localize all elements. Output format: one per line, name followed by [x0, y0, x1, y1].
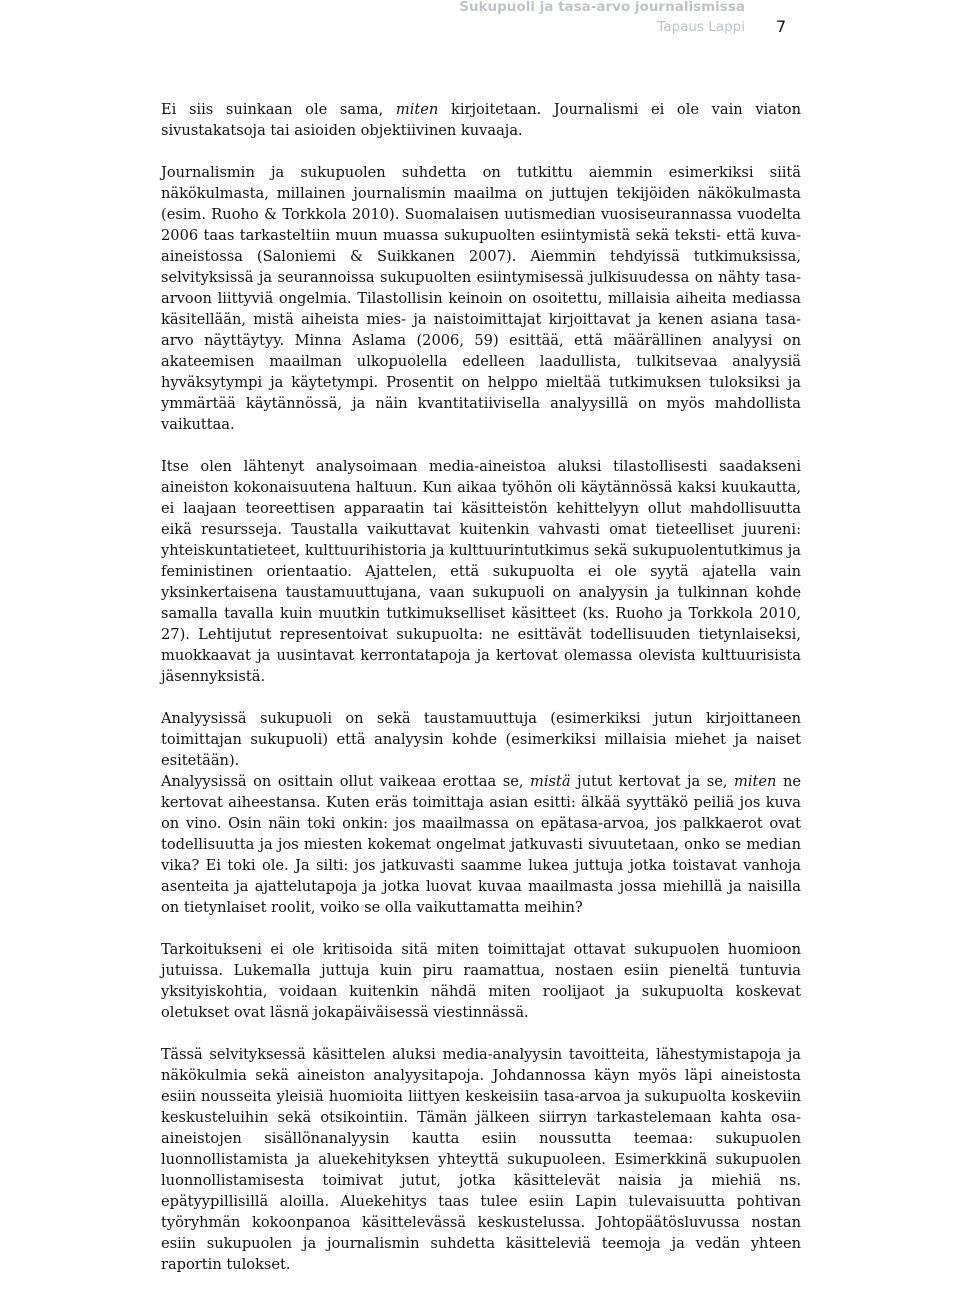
- paragraph-5-text-c: jutut kertovat ja se,: [570, 773, 735, 790]
- body-text: [161, 99, 801, 1296]
- paragraph-2: Journalismin ja sukupuolen suhdetta on tutkittu aiemmin esimerkiksi siitä näkökulmasta, millainen journalismin maailma on juttujen tekijöiden näkökulmasta (esim. Ruoho & Torkkola 2010). Suomalaisen uutismedian vuosiseurannassa vuodelta 2006 taas tarkasteltiin muun muassa sukupuolten esiintymistä sekä teksti- että kuva-aineistossa (Saloniemi & Suikkanen 2007). Aiemmin tehdyissä tutkimuksissa, selvityksissä ja seurannoissa sukupuolten esiintymisessä julkisuudessa on nähty tasa-arvoon liittyviä ongelmia. Tilastollisin keinoin on osoitettu, millaisia aiheita mediassa käsitellään, mistä aiheista mies- ja naistoimittajat kirjoittavat ja kenen asiana tasa-arvo näyttäytyy. Minna Aslama (2006, 59) esittää, että määrällinen analyysi on akateemisen maailman ulkopuolella edelleen laadullista, tulkitsevaa analyysiä hyväksytympi ja käytetympi. Prosentit on helppo mieltää tutkimuksen tuloksiksi ja ymmärtää käytännössä, ja näin kvantitatiivisella analyysillä on myös mahdollista vaikuttaa.: [161, 164, 801, 433]
- running-header-title: Sukupuoli ja tasa-arvo journalismissa: [459, 0, 745, 15]
- paragraph-1: [161, 99, 801, 141]
- paragraph-4: Analyysissä sukupuoli on sekä taustamuuttuja (esimerkiksi jutun kirjoittaneen toimittajan sukupuoli) että analyysin kohde (esimerkiksi millaisia miehet ja naiset esitetään).: [161, 710, 801, 769]
- paragraph-5-emphasis-miten: miten: [734, 773, 777, 790]
- paragraph-7: Tässä selvityksessä käsittelen aluksi media-analyysin tavoitteita, lähestymistapoja ja näkökulmia sekä aineiston analyysitapoja. Johdannossa käyn myös läpi aineistosta esiin nousseita yleisiä huomioita liittyen keskeisiin tasa-arvoa ja sukupuolta koskeviin keskusteluihin sekä otsikointiin. Tämän jälkeen siirryn tarkastelemaan kahta osa-aineistojen sisällönanalyysin kautta esiin noussutta teemaa: sukupuolen luonnollistamista ja aluekehityksen yhteyttä sukupuoleen. Esimerkkinä sukupuolen luonnollistamisesta toimivat jutut, jotka käsittelevät naisia ja miehiä ns. epätyypillisillä aloilla. Aluekehitys taas tulee esiin Lapin tulevaisuutta pohtivan työryhmän kokoonpanoa käsittelevässä keskustelussa. Johtopäätösluvussa nostan esiin sukupuolen ja journalismin suhdetta käsitteleviä teemoja ja vedän yhteen raportin tulokset.: [161, 1046, 801, 1273]
- paragraph-1-text-c: kirjoitetaan. Journalismi ei ole vain viaton sivustakatsoja tai asioiden objektiivinen kuvaaja.: [161, 101, 801, 139]
- paragraph-5-text-e: ne kertovat aiheestansa. Kuten eräs toimittaja asian esitti: älkää syyttäkö peiliä jos kuva on vino. Osin näin toki onkin: jos maailmassa on epätasa-arvoa, jos palkkaerot ovat todellisuutta ja jos miesten kokemat ongelmat jatkuvasti sivuutetaan, onko se median vika? Ei toki ole. Ja silti: jos jatkuvasti saamme lukea juttuja jotka toistavat vanhoja asenteita ja ajattelutapoja ja jotka luovat kuvaa maailmasta jossa miehillä ja naisilla on tietynlaiset roolit, voiko se olla vaikuttamatta meihin?: [161, 773, 801, 916]
- paragraph-5-text-a: Analyysissä on osittain ollut vaikeaa erottaa se,: [161, 773, 530, 790]
- paragraph-6: Tarkoitukseni ei ole kritisoida sitä miten toimittajat ottavat sukupuolen huomioon jutuissa. Lukemalla juttuja kuin piru raamattua, nostaen esiin pieneltä tuntuvia yksityiskohtia, voidaan kuitenkin nähdä miten roolijaot ja sukupuolta koskevat oletukset ovat läsnä jokapäiväisessä viestinnässä.: [161, 941, 801, 1021]
- paragraph-5: [161, 771, 801, 918]
- page-number: 7: [776, 17, 787, 36]
- paragraph-5-emphasis-mista: mistä: [529, 773, 571, 790]
- running-header: [0, 0, 960, 44]
- paragraph-3: Itse olen lähtenyt analysoimaan media-aineistoa aluksi tilastollisesti saadakseni aineiston kokonaisuutena haltuun. Kun aikaa työhön oli käytännössä kaksi kuukautta, ei laajaan teoreettisen apparaatin tai käsitteistön kehittelyyn ollut mahdollisuutta eikä resursseja. Taustalla vaikuttavat kuitenkin vahvasti omat tieteelliset juureni: yhteiskuntatieteet, kulttuurihistoria ja kulttuurintutkimus sekä sukupuolentutkimus ja feministinen orientaatio. Ajattelen, että sukupuolta ei ole syytä ajatella vain yksinkertaisena taustamuuttujana, vaan sukupuoli on analyysin ja tulkinnan kohde samalla tavalla kuin muutkin tutkimukselliset käsitteet (ks. Ruoho ja Torkkola 2010, 27). Lehtijutut representoivat sukupuolta: ne esittävät todellisuuden tietynlaiseksi, muokkaavat ja uusintavat kerrontatapoja ja kertovat olemassa olevista kulttuurisista jäsennyksistä.: [161, 458, 801, 685]
- paragraph-1-text-a: Ei siis suinkaan ole sama,: [161, 101, 396, 118]
- paragraph-1-emphasis: miten: [395, 101, 439, 118]
- running-header-author: Tapaus Lappi: [657, 19, 745, 35]
